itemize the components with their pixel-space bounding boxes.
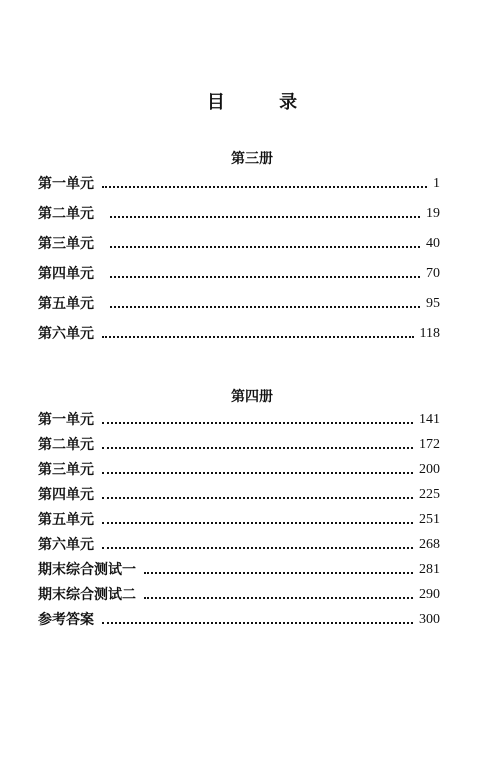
toc-entry-page: 200: [419, 462, 440, 477]
toc-entry-page: 251: [419, 512, 440, 527]
toc-entry-page: 290: [419, 587, 440, 602]
dot-leader: [144, 597, 413, 599]
toc-entry[interactable]: [38, 537, 440, 553]
toc-entry-label: 第六单元: [38, 326, 94, 342]
toc-entry[interactable]: [38, 206, 440, 222]
toc-entry-page: 172: [419, 437, 440, 452]
volume-title-3: 第三册: [231, 151, 273, 167]
toc-entry-label: 期末综合测试一: [38, 562, 136, 578]
toc-entry-label: 第五单元: [38, 296, 94, 312]
toc-entry[interactable]: [38, 266, 440, 282]
toc-entry[interactable]: [38, 587, 440, 603]
dot-leader: [102, 472, 413, 474]
toc-entry[interactable]: [38, 437, 440, 453]
dot-leader: [102, 447, 413, 449]
dot-leader: [102, 186, 427, 188]
toc-entry-page: 225: [419, 487, 440, 502]
toc-list-volume-4: [38, 412, 440, 628]
toc-entry-page: 70: [426, 266, 440, 281]
toc-entry[interactable]: [38, 562, 440, 578]
toc-entry[interactable]: [38, 412, 440, 428]
dot-leader: [110, 276, 420, 278]
toc-entry[interactable]: [38, 296, 440, 312]
toc-entry-label: 第二单元: [38, 437, 94, 453]
toc-entry-label: 第四单元: [38, 487, 94, 503]
toc-entry[interactable]: [38, 462, 440, 478]
toc-entry-page: 281: [419, 562, 440, 577]
dot-leader: [144, 572, 413, 574]
dot-leader: [102, 422, 413, 424]
toc-entry-page: 300: [419, 612, 440, 627]
toc-entry-label: 第三单元: [38, 462, 94, 478]
toc-entry-page: 40: [426, 236, 440, 251]
toc-entry-page: 1: [433, 176, 440, 191]
toc-entry-label: 第三单元: [38, 236, 94, 252]
dot-leader: [102, 497, 413, 499]
toc-entry-page: 118: [419, 326, 440, 341]
toc-list-volume-3: [38, 176, 440, 342]
toc-entry-page: 19: [426, 206, 440, 221]
toc-entry-page: 141: [419, 412, 440, 427]
dot-leader: [102, 522, 413, 524]
dot-leader: [102, 547, 413, 549]
toc-entry-label: 第五单元: [38, 512, 94, 528]
toc-entry-label: 期末综合测试二: [38, 587, 136, 603]
dot-leader: [110, 216, 420, 218]
toc-entry-label: 参考答案: [38, 612, 94, 628]
toc-entry-label: 第四单元: [38, 266, 94, 282]
toc-entry[interactable]: [38, 176, 440, 192]
toc-entry-label: 第一单元: [38, 176, 94, 192]
toc-entry[interactable]: [38, 236, 440, 252]
toc-entry[interactable]: [38, 326, 440, 342]
toc-entry[interactable]: [38, 612, 440, 628]
dot-leader: [110, 246, 420, 248]
dot-leader: [102, 336, 414, 338]
dot-leader: [110, 306, 420, 308]
page-title: 目 录: [206, 92, 322, 113]
toc-entry[interactable]: [38, 512, 440, 528]
toc-entry-page: 95: [426, 296, 440, 311]
toc-entry-label: 第一单元: [38, 412, 94, 428]
toc-entry-label: 第六单元: [38, 537, 94, 553]
dot-leader: [102, 622, 413, 624]
toc-entry-page: 268: [419, 537, 440, 552]
toc-entry-label: 第二单元: [38, 206, 94, 222]
volume-title-4: 第四册: [231, 389, 273, 405]
toc-entry[interactable]: [38, 487, 440, 503]
